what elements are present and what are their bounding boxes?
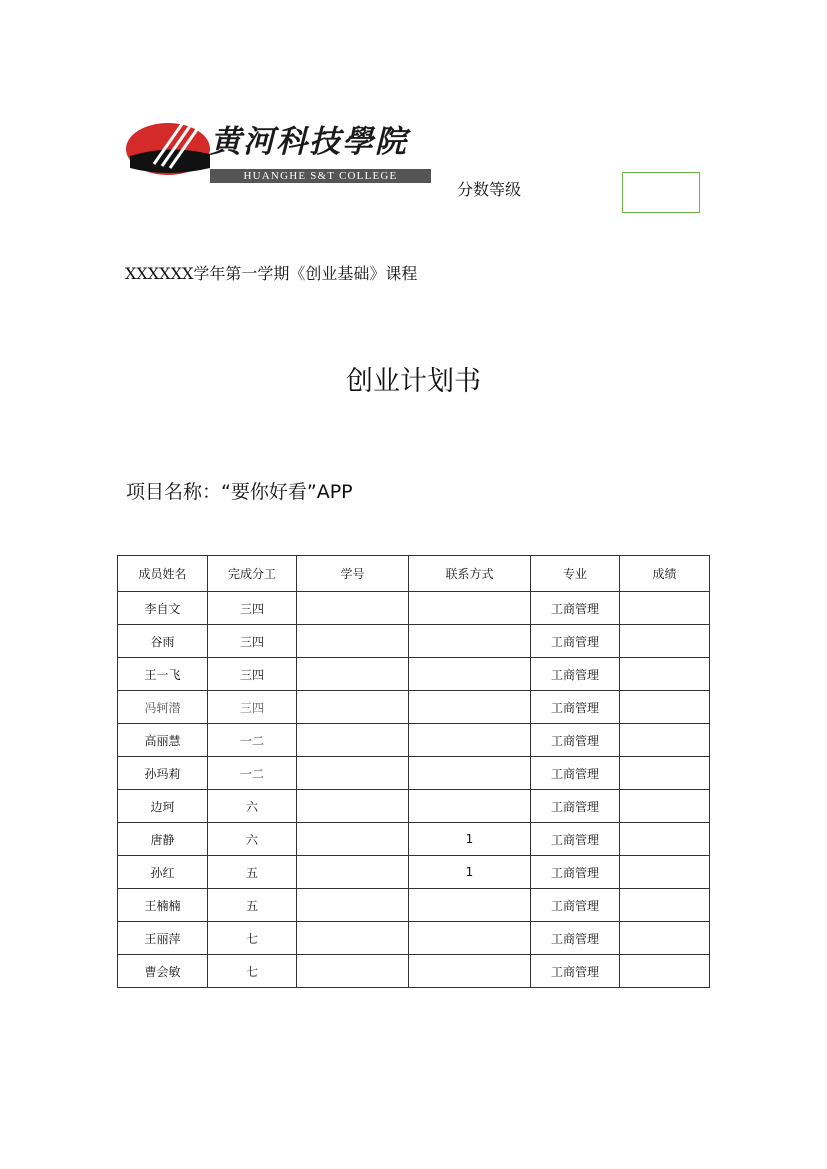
table-cell: 一二 <box>208 724 297 757</box>
table-cell: 七 <box>208 955 297 988</box>
table-cell: 1 <box>409 823 531 856</box>
table-cell <box>297 889 409 922</box>
table-cell: 1 <box>409 856 531 889</box>
table-cell: 高丽慧 <box>118 724 208 757</box>
table-cell <box>620 823 710 856</box>
table-row <box>118 922 710 955</box>
logo-chinese-name: 黄河科技學院 <box>210 124 408 160</box>
table-cell: 六 <box>208 823 297 856</box>
table-cell: 六 <box>208 790 297 823</box>
table-cell <box>297 724 409 757</box>
table-cell <box>620 658 710 691</box>
table-cell <box>409 658 531 691</box>
table-cell <box>297 691 409 724</box>
table-cell <box>620 790 710 823</box>
table-cell: 三四 <box>208 658 297 691</box>
table-cell <box>620 691 710 724</box>
grade-box[interactable] <box>622 172 700 213</box>
table-cell: 唐静 <box>118 823 208 856</box>
table-cell <box>409 592 531 625</box>
table-row <box>118 889 710 922</box>
table-cell <box>409 757 531 790</box>
table-cell <box>620 856 710 889</box>
table-row <box>118 592 710 625</box>
header-cell: 联系方式 <box>409 556 531 592</box>
table-cell <box>620 889 710 922</box>
table-cell <box>297 592 409 625</box>
members-table <box>117 555 710 988</box>
table-row <box>118 955 710 988</box>
table-cell: 工商管理 <box>531 856 620 889</box>
project-name: “要你好看”APP <box>221 481 353 503</box>
table-cell: 工商管理 <box>531 592 620 625</box>
table-cell <box>409 691 531 724</box>
grade-label: 分数等级 <box>457 180 522 199</box>
table-cell: 边珂 <box>118 790 208 823</box>
table-cell <box>620 592 710 625</box>
table-cell: 王丽萍 <box>118 922 208 955</box>
table-cell: 孙红 <box>118 856 208 889</box>
table-cell <box>409 724 531 757</box>
table-cell <box>297 658 409 691</box>
table-cell: 冯轲潜 <box>118 691 208 724</box>
logo-emblem-icon <box>124 114 214 186</box>
table-row <box>118 823 710 856</box>
table-cell: 工商管理 <box>531 922 620 955</box>
table-cell: 谷雨 <box>118 625 208 658</box>
table-header-row <box>118 556 710 592</box>
table-cell: 三四 <box>208 592 297 625</box>
table-row <box>118 691 710 724</box>
table-cell: 五 <box>208 856 297 889</box>
table-cell <box>620 625 710 658</box>
table-cell: 李自文 <box>118 592 208 625</box>
table-cell: 三四 <box>208 625 297 658</box>
table-cell: 工商管理 <box>531 889 620 922</box>
table-cell: 王一飞 <box>118 658 208 691</box>
course-term: XXXXXX学年第一学期《创业基础》课程 <box>125 264 418 283</box>
table-cell <box>409 955 531 988</box>
logo-english-name: HUANGHE S&T COLLEGE <box>210 169 431 183</box>
table-cell: 七 <box>208 922 297 955</box>
table-cell <box>620 757 710 790</box>
table-cell <box>297 922 409 955</box>
table-cell: 王楠楠 <box>118 889 208 922</box>
table-row <box>118 724 710 757</box>
table-cell <box>409 889 531 922</box>
project-line <box>126 478 353 506</box>
table-cell: 一二 <box>208 757 297 790</box>
header-cell: 成员姓名 <box>118 556 208 592</box>
table-cell <box>297 823 409 856</box>
table-cell: 曹会敏 <box>118 955 208 988</box>
page-title: 创业计划书 <box>346 366 481 397</box>
table-cell <box>297 955 409 988</box>
table-cell <box>620 724 710 757</box>
header-cell: 完成分工 <box>208 556 297 592</box>
table-cell <box>620 955 710 988</box>
table-row <box>118 658 710 691</box>
table-cell: 工商管理 <box>531 790 620 823</box>
table-cell: 工商管理 <box>531 757 620 790</box>
table-row <box>118 790 710 823</box>
table-cell: 三四 <box>208 691 297 724</box>
table-cell: 工商管理 <box>531 625 620 658</box>
table-row <box>118 625 710 658</box>
table-cell <box>297 790 409 823</box>
table-cell: 五 <box>208 889 297 922</box>
table-cell <box>297 856 409 889</box>
table-cell: 工商管理 <box>531 658 620 691</box>
table-cell <box>409 790 531 823</box>
table-cell <box>620 922 710 955</box>
table-cell <box>409 922 531 955</box>
table-cell: 工商管理 <box>531 724 620 757</box>
table-cell <box>297 757 409 790</box>
header-cell: 学号 <box>297 556 409 592</box>
college-logo <box>124 114 434 186</box>
table-cell <box>409 625 531 658</box>
table-cell: 工商管理 <box>531 955 620 988</box>
table-row <box>118 757 710 790</box>
table-row <box>118 856 710 889</box>
header-cell: 成绩 <box>620 556 710 592</box>
table-cell: 孙玛莉 <box>118 757 208 790</box>
table-cell: 工商管理 <box>531 823 620 856</box>
table-cell: 工商管理 <box>531 691 620 724</box>
table-cell <box>297 625 409 658</box>
header-cell: 专业 <box>531 556 620 592</box>
project-label: 项目名称： <box>126 481 222 503</box>
